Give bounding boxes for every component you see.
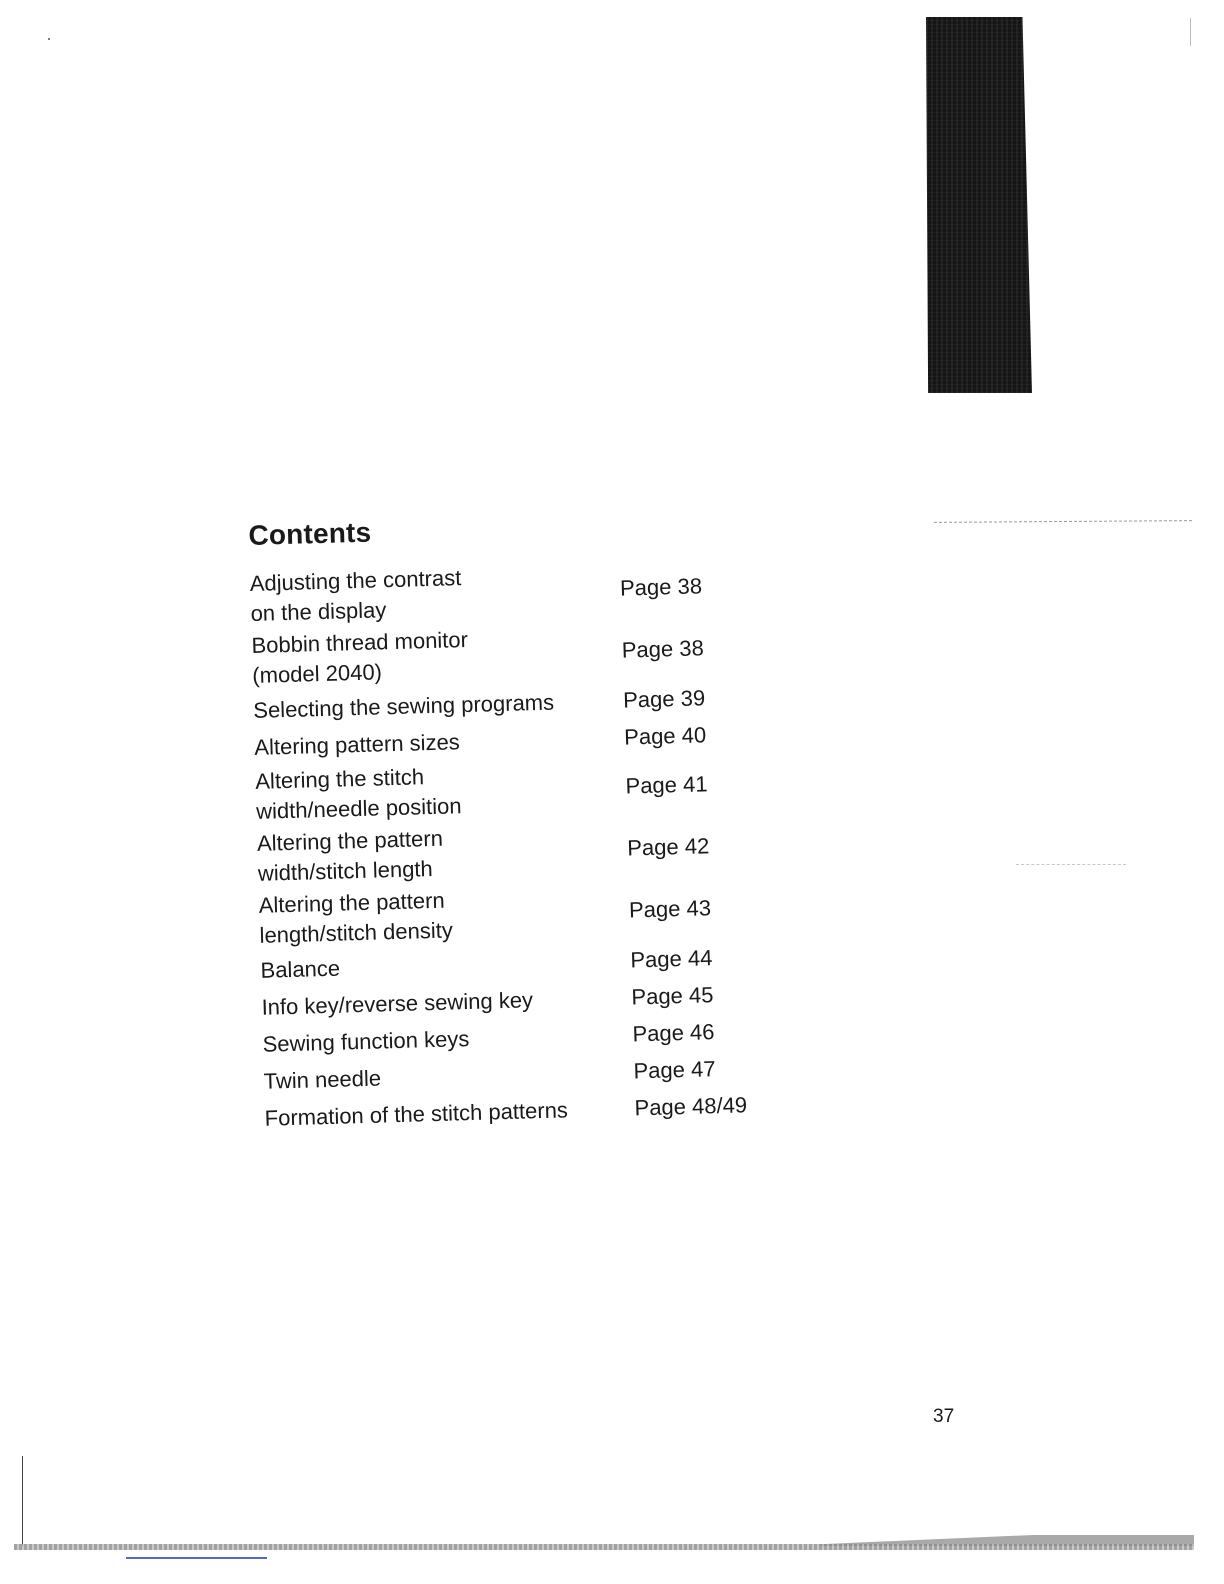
toc-entry-label: Altering the pattern width/stitch length	[256, 825, 444, 886]
scan-left-edge	[22, 1456, 23, 1546]
toc-entry-page: Page 42	[626, 833, 710, 861]
toc-entry-label: Sewing function keys	[262, 1025, 470, 1057]
toc-entry-page: Page 47	[633, 1055, 716, 1083]
scan-dashed-line-faint	[1016, 864, 1126, 865]
toc-entry-label: Formation of the stitch patterns	[264, 1096, 569, 1131]
toc-entry-page: Page 40	[623, 721, 707, 750]
toc-entry-label: Twin needle	[263, 1065, 382, 1094]
toc-entry-page: Page 41	[625, 771, 708, 799]
toc-entry-page: Page 46	[632, 1018, 715, 1046]
page-number: 37	[933, 1406, 955, 1427]
toc-entry-label: Selecting the sewing programs	[252, 689, 555, 723]
table-of-contents	[248, 504, 825, 1136]
scan-bottom-edge	[14, 1544, 1194, 1550]
toc-entry-label: Bobbin thread monitor (model 2040)	[251, 626, 469, 688]
toc-entry-page: Page 38	[619, 573, 703, 601]
black-thumb-index-tab	[926, 17, 1032, 393]
contents-title: Contents	[248, 516, 372, 551]
toc-entry-page: Page 44	[630, 944, 713, 972]
scan-speck	[48, 38, 50, 40]
scan-edge-mark	[1190, 18, 1191, 46]
toc-entry-label: Altering the stitch width/needle position	[254, 764, 462, 824]
scan-blue-mark	[126, 1557, 267, 1559]
toc-entry-label: Altering pattern sizes	[253, 728, 461, 760]
toc-entry-page: Page 45	[631, 981, 714, 1009]
toc-entry-page: Page 39	[622, 684, 706, 713]
scan-dashed-line	[934, 520, 1192, 523]
toc-entry-label: Altering the pattern length/stitch density	[258, 887, 454, 948]
toc-entry-page: Page 38	[621, 635, 705, 663]
toc-entry-page: Page 43	[628, 895, 712, 923]
toc-entry-label: Adjusting the contrast on the display	[249, 565, 462, 626]
toc-entry-page: Page 48/49	[634, 1091, 748, 1120]
toc-entry-label: Info key/reverse sewing key	[261, 986, 534, 1020]
toc-entry-label: Balance	[260, 955, 341, 983]
